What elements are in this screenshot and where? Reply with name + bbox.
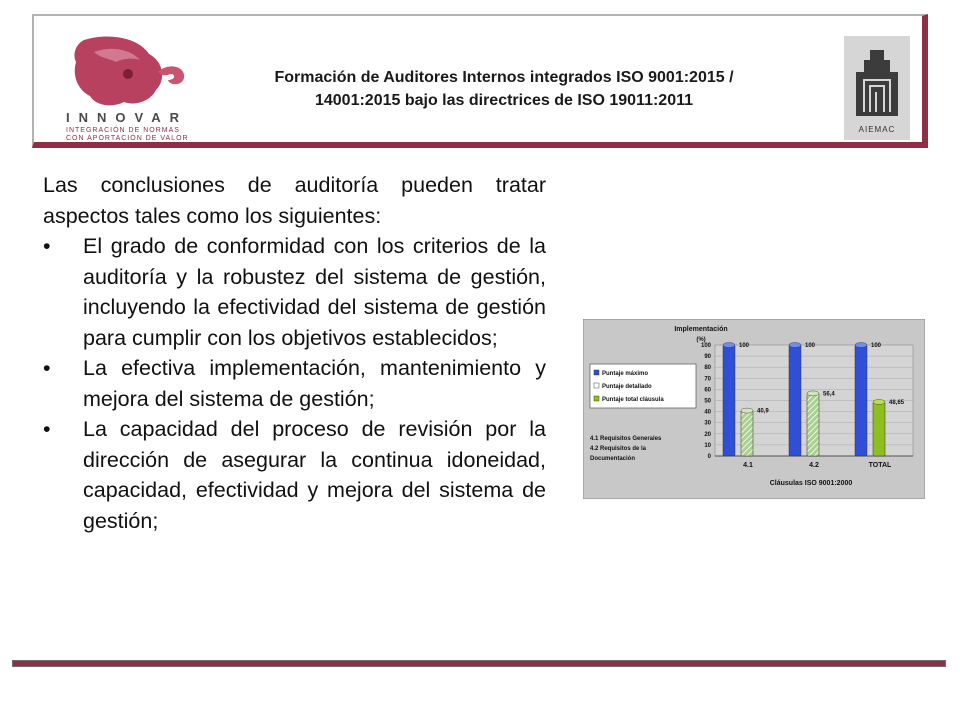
chart-note-1: 4.1 Requisitos Generales [590, 436, 662, 442]
legend-label-detailed: Puntaje detallado [602, 384, 652, 390]
chart-note-2: 4.2 Requisitos de la [590, 446, 647, 452]
page-title [224, 66, 784, 112]
conclusions-list [43, 231, 546, 536]
bar-puntaje-m-ximo [723, 345, 735, 456]
y-tick-label: 0 [707, 454, 711, 460]
legend-swatch-detailed [594, 383, 599, 388]
mask-shape [74, 36, 162, 105]
legend-swatch-max [594, 370, 599, 375]
chart-note-3: Documentación [590, 456, 636, 462]
bar-puntaje-m-ximo [789, 345, 801, 456]
plot-area [701, 343, 913, 470]
mask-eye [123, 69, 133, 79]
conclusions-text [43, 170, 546, 536]
innovar-tagline-1: INTEGRACIÓN DE NORMAS [66, 127, 180, 134]
list-item-text: La capacidad del proceso de revisión por la dirección de asegurar la continua idoneidad, capacidad, efectividad y mejora del sistema de gestión; [83, 417, 546, 533]
y-tick-label: 90 [704, 354, 711, 361]
bullet-symbol: • [43, 356, 51, 380]
list-item [43, 353, 546, 414]
data-label: 56,4 [823, 391, 835, 398]
innovar-name: INNOVAR [66, 110, 188, 125]
x-tick-label: 4.1 [743, 462, 753, 469]
title-line-2: 14001:2015 bajo las directrices de ISO 19011:2011 [314, 92, 694, 109]
bar-puntaje-m-ximo [855, 345, 867, 456]
y-tick-label: 70 [704, 376, 711, 383]
data-label: 100 [805, 343, 816, 349]
list-item-text: El grado de conformidad con los criterios de la auditoría y la robustez del sistema de gestión, incluyendo la efectividad del sistema de gestión para cumplir con los objetivos establecidos; [83, 234, 546, 350]
bullet-symbol: • [43, 417, 51, 441]
footer-bar [12, 660, 946, 667]
innovar-logo [54, 32, 204, 142]
chart-xlabel: Cláusulas ISO 9001:2000 [769, 480, 853, 487]
legend-label-total: Puntaje total cláusula [602, 397, 664, 403]
y-tick-label: 80 [704, 365, 711, 372]
bullet-symbol: • [43, 234, 51, 258]
x-tick-label: TOTAL [868, 462, 892, 469]
data-label: 100 [871, 343, 882, 349]
y-tick-label: 20 [704, 431, 711, 438]
title-line-1: Formación de Auditores Internos integrados ISO 9001:2015 / [274, 69, 734, 86]
chart-title: Implementación [674, 326, 728, 333]
innovar-tagline-2: CON APORTACIÓN DE VALOR [66, 135, 189, 142]
bar-top [723, 343, 735, 348]
list-item [43, 414, 546, 536]
header-box [32, 14, 928, 148]
chart-svg [583, 319, 925, 499]
bar-top [855, 343, 867, 348]
y-tick-label: 40 [704, 409, 711, 416]
bar-top [741, 408, 753, 413]
implementation-chart [583, 319, 925, 499]
bar-puntaje-detallado [741, 411, 753, 456]
y-tick-label: 50 [704, 398, 711, 405]
y-tick-label: 100 [700, 343, 711, 349]
y-tick-label: 30 [704, 420, 711, 427]
aiemac-name: AIEMAC [858, 125, 896, 134]
legend-label-max: Puntaje máximo [602, 371, 649, 377]
data-label: 40,9 [757, 408, 769, 415]
bar-top [807, 391, 819, 396]
data-label: 48,65 [889, 399, 905, 406]
bar-puntaje-detallado [807, 393, 819, 456]
data-label: 100 [739, 343, 750, 349]
list-item [43, 231, 546, 353]
bar-top [789, 343, 801, 348]
legend-swatch-total [594, 396, 599, 401]
y-tick-label: 10 [704, 442, 711, 449]
bar-puntaje-total-cl-usula [873, 402, 885, 456]
y-tick-label: 60 [704, 387, 711, 394]
intro-paragraph: Las conclusiones de auditoría pueden tratar aspectos tales como los siguientes: [43, 173, 546, 228]
aiemac-logo [844, 36, 910, 140]
chart-subtitle: (%) [696, 337, 706, 343]
x-tick-label: 4.2 [809, 462, 819, 469]
bar-top [873, 399, 885, 404]
list-item-text: La efectiva implementación, mantenimiento y mejora del sistema de gestión; [83, 356, 546, 411]
